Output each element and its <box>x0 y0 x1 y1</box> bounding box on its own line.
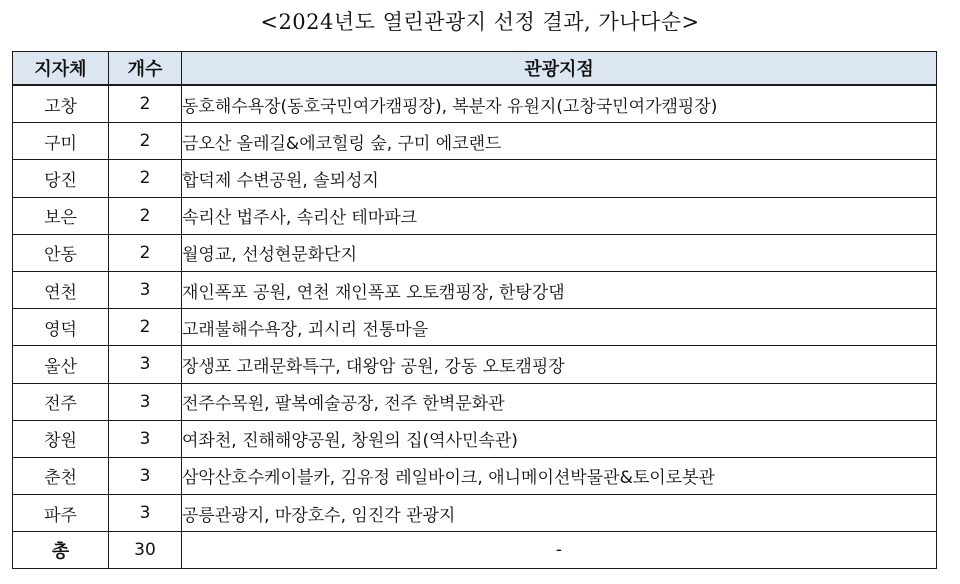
count-cell: 2 <box>109 123 182 160</box>
table-row <box>13 197 937 234</box>
count-cell: 2 <box>109 309 182 346</box>
region-cell: 영덕 <box>13 309 109 346</box>
table-row <box>13 234 937 271</box>
sites-cell: 동호해수욕장(동호국민여가캠핑장), 복분자 유원지(고창국민여가캠핑장) <box>182 85 937 123</box>
table-row <box>13 271 937 308</box>
count-cell: 2 <box>109 197 182 234</box>
count-cell: 2 <box>109 85 182 123</box>
sites-cell: 재인폭포 공원, 연천 재인폭포 오토캠핑장, 한탕강댐 <box>182 271 937 308</box>
region-cell: 연천 <box>13 271 109 308</box>
sites-cell: 합덕제 수변공원, 솔뫼성지 <box>182 160 937 197</box>
sites-cell: 속리산 법주사, 속리산 테마파크 <box>182 197 937 234</box>
sites-cell: 여좌천, 진해해양공원, 창원의 집(역사민속관) <box>182 420 937 457</box>
total-row <box>13 532 937 569</box>
table-row <box>13 85 937 123</box>
count-cell: 3 <box>109 271 182 308</box>
table-row <box>13 123 937 160</box>
total-sites: - <box>182 532 937 569</box>
region-cell: 구미 <box>13 123 109 160</box>
count-cell: 2 <box>109 234 182 271</box>
header-count: 개수 <box>109 52 182 86</box>
region-cell: 울산 <box>13 346 109 383</box>
table-row <box>13 346 937 383</box>
table-header-row <box>13 52 937 86</box>
count-cell: 2 <box>109 160 182 197</box>
region-cell: 창원 <box>13 420 109 457</box>
region-cell: 춘천 <box>13 457 109 494</box>
header-region: 지자체 <box>13 52 109 86</box>
table-row <box>13 309 937 346</box>
count-cell: 3 <box>109 495 182 532</box>
region-cell: 고창 <box>13 85 109 123</box>
count-cell: 3 <box>109 420 182 457</box>
region-cell: 보은 <box>13 197 109 234</box>
count-cell: 3 <box>109 457 182 494</box>
table-row <box>13 420 937 457</box>
table-row <box>13 495 937 532</box>
region-cell: 당진 <box>13 160 109 197</box>
count-cell: 3 <box>109 346 182 383</box>
total-count: 30 <box>109 532 182 569</box>
sites-cell: 전주수목원, 팔복예술공장, 전주 한벽문화관 <box>182 383 937 420</box>
sites-cell: 공릉관광지, 마장호수, 임진각 관광지 <box>182 495 937 532</box>
sites-cell: 삼악산호수케이블카, 김유정 레일바이크, 애니메이션박물관&토이로봇관 <box>182 457 937 494</box>
total-label: 총 <box>13 532 109 569</box>
table-row <box>13 457 937 494</box>
table-row <box>13 160 937 197</box>
count-cell: 3 <box>109 383 182 420</box>
page-title: <2024년도 열린관광지 선정 결과, 가나다순> <box>260 10 700 34</box>
sites-cell: 고래불해수욕장, 괴시리 전통마을 <box>182 309 937 346</box>
region-cell: 안동 <box>13 234 109 271</box>
region-cell: 전주 <box>13 383 109 420</box>
region-cell: 파주 <box>13 495 109 532</box>
table-row <box>13 383 937 420</box>
selection-results-table <box>12 51 937 569</box>
header-sites: 관광지점 <box>182 52 937 86</box>
sites-cell: 월영교, 선성현문화단지 <box>182 234 937 271</box>
sites-cell: 금오산 올레길&에코힐링 숲, 구미 에코랜드 <box>182 123 937 160</box>
sites-cell: 장생포 고래문화특구, 대왕암 공원, 강동 오토캠핑장 <box>182 346 937 383</box>
